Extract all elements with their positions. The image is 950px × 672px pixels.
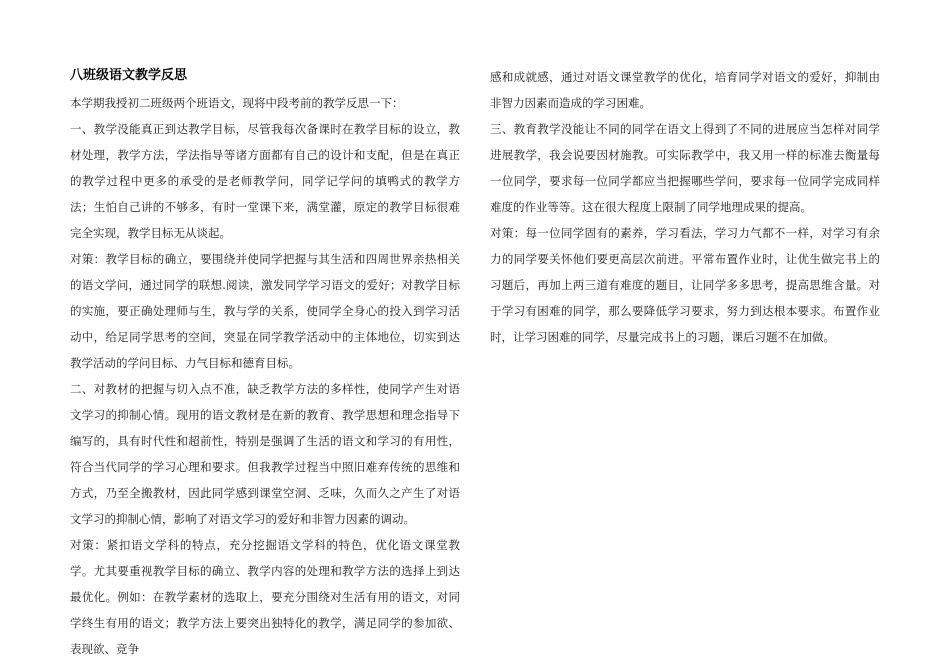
document-title: 八班级语文教学反思 [70,68,188,83]
section-two-strategy-continued: 感和成就感，通过对语文课堂教学的优化，培育同学对语文的爱好，抑制由非智力因素而造成的学习困难。 [490,70,880,110]
left-column [70,64,460,662]
section-one-paragraph: 一、教学没能真正到达教学目标，尽管我每次备课时在教学目标的设立，教材处理，教学方法，学法指导等诸方面都有自己的设计和支配，但是在真正的教学过程中更多的承受的是老师教学问，同学记学问的填鸭式的教学方法；生怕自己讲的不够多，有时一堂课下来，满堂灌，原定的教学目标很难完全实现，教学目标无从谈起。 [70,122,460,240]
intro-paragraph: 本学期我授初二班级两个班语文，现将中段考前的教学反思一下： [70,96,404,110]
section-two-strategy-paragraph: 对策：紧扣语文学科的特点，充分挖掘语文学科的特色，优化语文课堂教学。尤其要重视教学目标的确立、教学内容的处理和教学方法的选择上到达最优化。例如：在教学素材的选取上，要充分围绕对生活有用的语文，对同学终生有用的语文；教学方法上要突出独特化的教学，满足同学的参加欲、表现欲、竞争 [70,538,460,656]
section-two-paragraph: 二、对教材的把握与切入点不准，缺乏教学方法的多样性，使同学产生对语文学习的抑制心情。现用的语文教材是在新的教育、教学思想和理念指导下编写的，具有时代性和超前性，特别是强调了生活的语文和学习的有用性，符合当代同学的学习心理和要求。但我教学过程当中照旧难弃传统的思维和方式，乃至全搬教材，因此同学感到课堂空洞、乏味，久而久之产生了对语文学习的抑制心情，影响了对语文学习的爱好和非智力因素的调动。 [70,382,460,526]
section-three-strategy-paragraph: 对策：每一位同学固有的素养，学习看法，学习力气都不一样，对学习有余力的同学要关怀他们要更高层次前进。平常布置作业时，让优生做完书上的习题后，再加上两三道有难度的题目，让同学多多思考，提高思维含量。对于学习有困难的同学，那么要降低学习要求，努力到达根本要求。布置作业时，让学习困难的同学，尽量完成书上的习题，课后习题不在加做。 [490,226,880,344]
section-three-paragraph: 三、教育教学没能让不同的同学在语文上得到了不同的进展应当怎样对同学进展教学，我会说要因材施教。可实际教学中，我又用一样的标准去衡量每一位同学，要求每一位同学都应当把握哪些学问，要求每一位同学完成同样难度的作业等等。这在很大程度上限制了同学地理成果的提高。 [490,122,880,214]
section-one-strategy-paragraph: 对策：教学目标的确立，要围绕并使同学把握与其生活和四周世界亲热相关的语文学问，通过同学的联想.阅读，激发同学学习语文的爱好；对教学目标的实施，要正确处理师与生，教与学的关系，使同学全身心的投入到学习活动中，给足同学思考的空间，突显在同学教学活动中的主体地位，切实到达教学活动的学问目标、力气目标和德育目标。 [70,252,460,370]
right-column [490,64,880,350]
